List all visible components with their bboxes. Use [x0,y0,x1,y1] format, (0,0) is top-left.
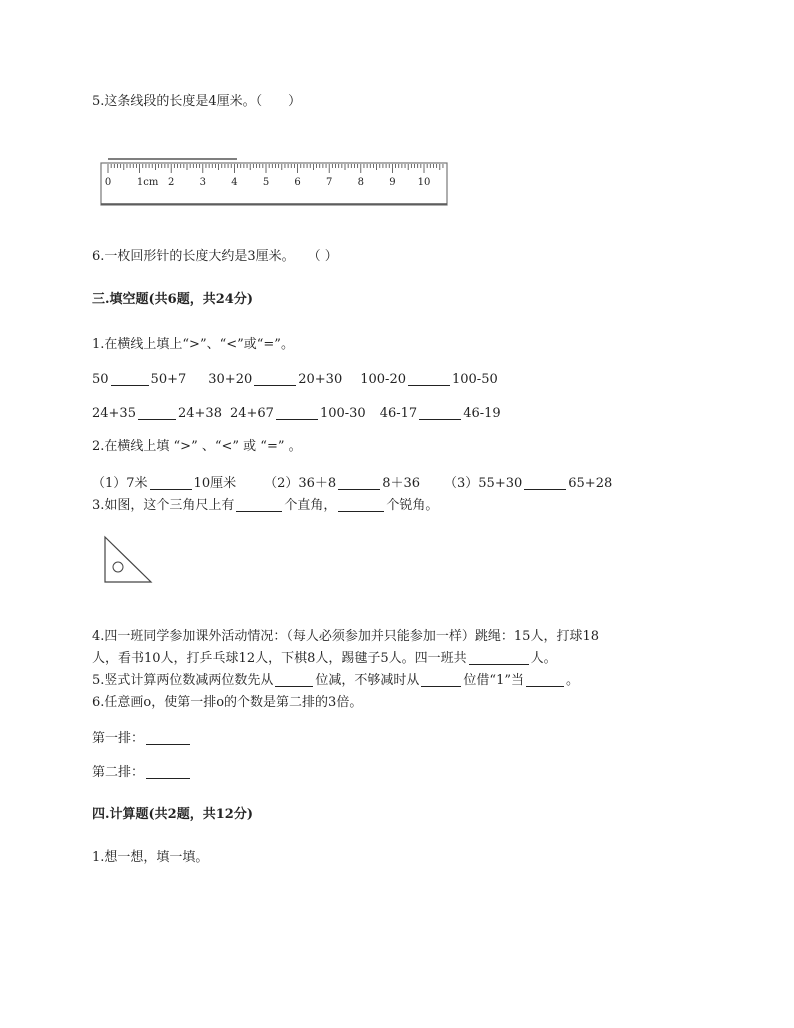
compare-left: 100-20 [360,372,406,387]
fill-question-6-prompt: 6.任意画o，使第一排o的个数是第二排的3倍。 [92,695,363,710]
fill-question-3 [92,497,438,515]
compare-right: 65+28 [568,476,613,491]
ruler-label: 3 [199,177,206,188]
fill-question-2-items [92,475,612,493]
section-3-title: 三.填空题(共6题，共24分) [92,292,253,307]
answer-blank[interactable] [526,672,564,687]
fill-question-4-text: 人。 [530,651,557,666]
answer-blank[interactable] [524,475,566,490]
ruler-label: 1cm [136,177,159,188]
compare-right: 10厘米 [193,476,237,491]
fill-question-5-text: 5.竖式计算两位数减两位数先从 [92,673,274,688]
compare-right: 8＋36 [382,476,421,491]
answer-blank[interactable] [111,371,149,386]
triangle-outline [105,537,151,582]
ruler-label: 0 [104,177,112,188]
fill-question-1-prompt: 1.在横线上填上“>”、“<”或“=”。 [92,337,294,352]
fill-question-5 [92,672,579,690]
triangle-ruler-figure [103,535,155,585]
compare-right: 50+7 [150,372,187,387]
ruler-label: 7 [326,177,333,188]
calc-question-1-prompt: 1.想一想，填一填。 [92,850,209,865]
compare-left: 46-17 [379,406,418,421]
ruler-label: 6 [294,177,301,188]
answer-blank[interactable] [146,730,190,745]
section-4-title: 四.计算题(共2题，共12分) [92,807,253,822]
compare-left: 50 [92,372,109,387]
compare-left: 30+20 [208,372,253,387]
fill-question-1-row-1 [92,371,498,389]
ruler-label: 2 [168,177,175,188]
compare-left: （3）55+30 [444,476,523,491]
compare-right: 100-30 [319,406,366,421]
ruler-label: 10 [417,177,431,188]
fill-question-5-text: 位减，不够减时从 [315,673,420,688]
fill-question-3-text: 3.如图，这个三角尺上有 [92,498,235,513]
compare-right: 100-50 [451,372,498,387]
answer-blank[interactable] [275,672,313,687]
fill-question-3-text: 个直角， [284,498,337,513]
compare-left: （2）36＋8 [264,476,337,491]
answer-blank[interactable] [254,371,296,386]
answer-blank[interactable] [138,405,176,420]
ruler-label: 5 [262,177,270,188]
answer-blank[interactable] [150,475,192,490]
ruler-label: 9 [389,177,396,188]
fill-question-6-row-1 [92,730,192,748]
answer-blank[interactable] [236,497,282,512]
fill-question-3-text: 个锐角。 [386,498,439,513]
answer-blank[interactable] [276,405,318,420]
ruler-label: 8 [357,177,364,188]
fill-question-4-line-1: 4.四一班同学参加课外活动情况：（每人必须参加并只能参加一样）跳绳：15人，打球18 [92,629,599,644]
answer-blank[interactable] [421,672,461,687]
question-6-judge: 6.一枚回形针的长度大约是3厘米。 （ ） [92,249,338,264]
fill-question-4-line-2 [92,650,557,668]
ruler-label: 4 [231,177,238,188]
ruler-figure [100,157,450,209]
row-label: 第二排： [92,765,145,780]
answer-blank[interactable] [146,764,190,779]
question-5-judge: 5.这条线段的长度是4厘米。（ ） [92,94,302,109]
compare-right: 24+38 [177,406,222,421]
compare-right: 20+30 [298,372,343,387]
fill-question-1-row-2 [92,405,501,423]
answer-blank[interactable] [408,371,450,386]
answer-blank[interactable] [469,650,529,665]
answer-blank[interactable] [419,405,461,420]
fill-question-6-row-2 [92,764,192,782]
compare-left: 24+67 [229,406,274,421]
compare-left: （1）7米 [92,476,148,491]
compare-left: 24+35 [92,406,136,421]
fill-question-4-text: 人，看书10人，打乒乓球12人，下棋8人，踢毽子5人。四一班共 [92,651,467,666]
answer-blank[interactable] [338,497,384,512]
fill-question-2-prompt: 2.在横线上填 “>” 、“<” 或 “=” 。 [92,439,302,454]
fill-question-5-text: 。 [566,673,580,688]
fill-question-5-text: 位借“1”当 [463,673,524,688]
compare-right: 46-19 [463,406,501,421]
row-label: 第一排： [92,731,145,746]
answer-blank[interactable] [338,475,380,490]
